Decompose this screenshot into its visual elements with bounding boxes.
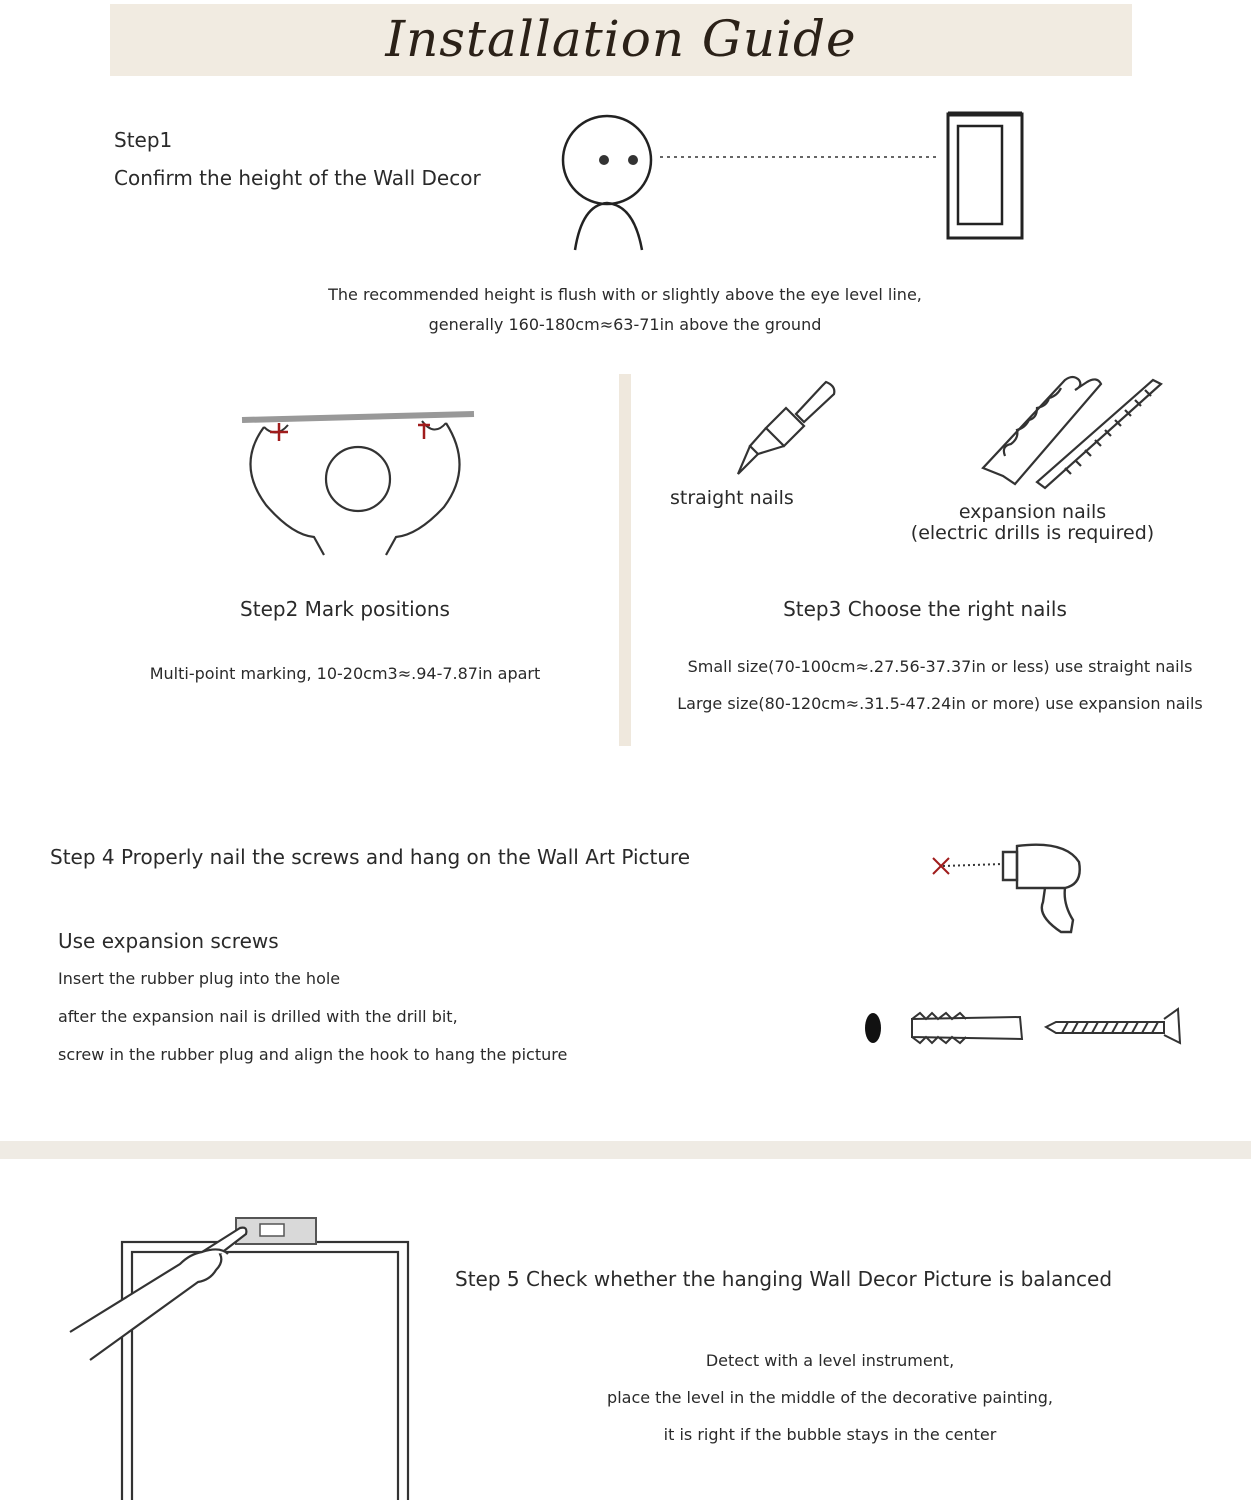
step2-heading: Step2 Mark positions: [240, 597, 450, 621]
person-head-icon: [563, 116, 651, 250]
step3-large-note: Large size(80-120cm≈.31.5-47.24in or more) use expansion nails: [677, 694, 1203, 713]
rubber-plug-icon: [912, 1013, 1022, 1043]
screw-icon: [1046, 1009, 1180, 1043]
step5-line3: it is right if the bubble stays in the center: [663, 1425, 997, 1444]
step3-small-note: Small size(70-100cm≈.27.56-37.37in or less) use straight nails: [687, 657, 1193, 676]
step4-heading: Step 4 Properly nail the screws and hang on the Wall Art Picture: [50, 845, 691, 869]
step4-line3: screw in the rubber plug and align the hook to hang the picture: [58, 1045, 568, 1064]
straight-nail-icon: [730, 378, 845, 483]
marking-person-illustration: [236, 405, 486, 557]
step5-line2: place the level in the middle of the decorative painting,: [607, 1388, 1053, 1407]
step2-note: Multi-point marking, 10-20cm3≈.94-7.87in apart: [149, 664, 541, 683]
step1-note-line2: generally 160-180cm≈63-71in above the ground: [428, 315, 822, 334]
hole-icon: [865, 1013, 881, 1043]
spirit-level-icon: [236, 1218, 316, 1244]
section-band: [0, 1141, 1251, 1159]
mark-plus-icon: [270, 423, 288, 441]
electric-drill-icon: [925, 838, 1090, 938]
step1-heading: Step1: [114, 128, 173, 152]
step5-heading: Step 5 Check whether the hanging Wall Decor Picture is balanced: [455, 1267, 1113, 1291]
expansion-screw-parts-icon: [860, 1005, 1190, 1050]
expansion-nails-label: expansion nails: [958, 501, 1107, 523]
column-divider: [619, 374, 631, 746]
step1-note-line1: The recommended height is flush with or slightly above the eye level line,: [328, 285, 922, 304]
straight-nails-label: straight nails: [670, 487, 794, 509]
picture-frame-icon: [948, 114, 1022, 238]
page-title: Installation Guide: [385, 10, 857, 68]
mark-tick-icon: [418, 423, 430, 439]
step3-heading: Step3 Choose the right nails: [783, 597, 1067, 621]
step4-line2: after the expansion nail is drilled with the drill bit,: [58, 1007, 458, 1026]
expansion-nail-icon: [975, 372, 1165, 492]
level-frame-illustration: [70, 1210, 420, 1500]
step4-line1: Insert the rubber plug into the hole: [58, 969, 341, 988]
hand-icon: [70, 1228, 246, 1360]
step5-line1: Detect with a level instrument,: [705, 1351, 955, 1370]
expansion-nails-sub: (electric drills is required): [910, 522, 1155, 544]
step4-sub: Use expansion screws: [58, 929, 279, 953]
eye-level-illustration: [560, 110, 1040, 260]
step1-subheading: Confirm the height of the Wall Decor: [114, 166, 481, 190]
